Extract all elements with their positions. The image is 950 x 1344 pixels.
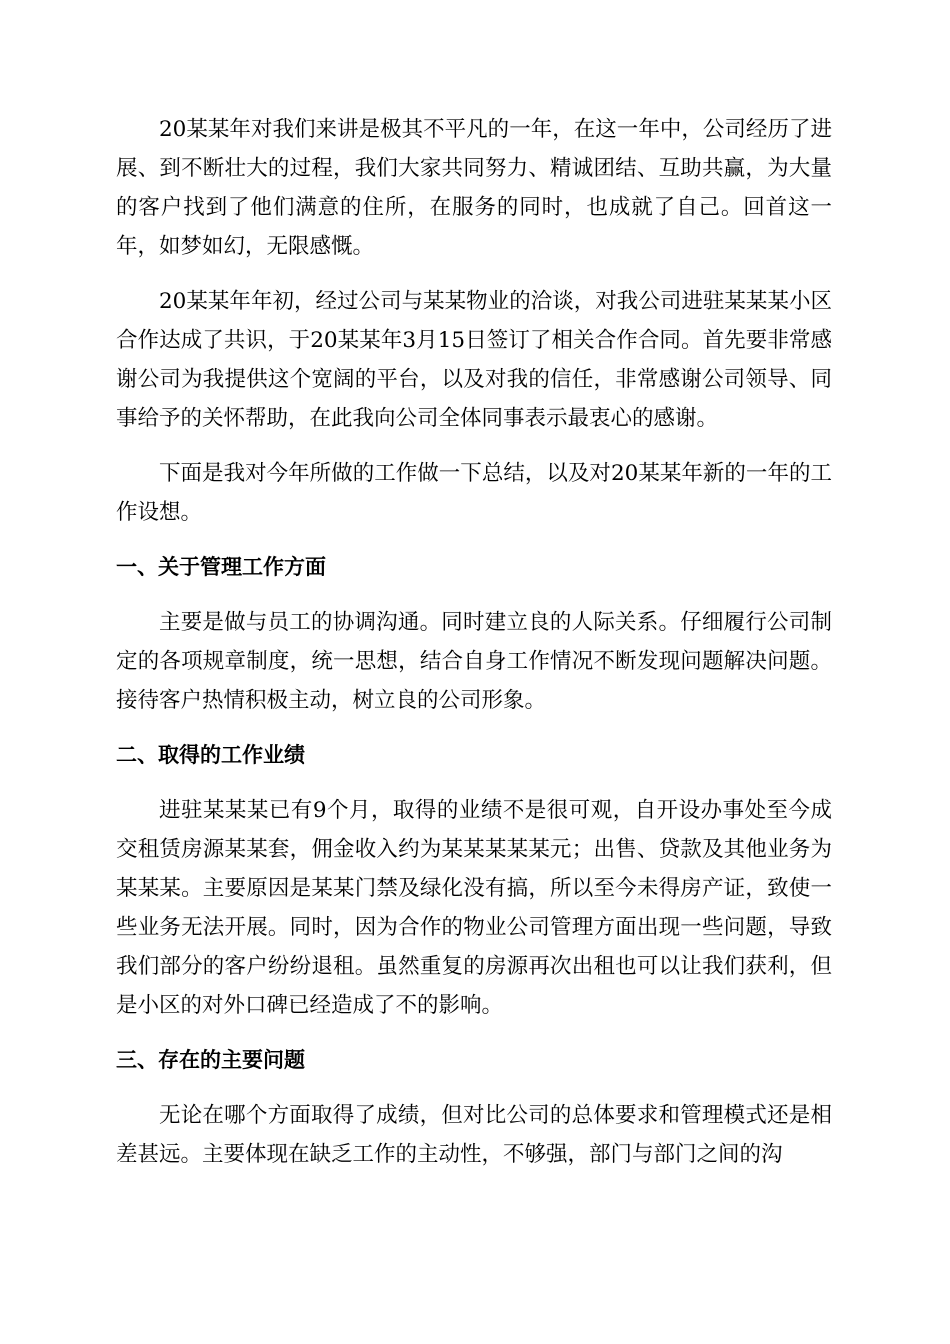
section-heading-management: 一、关于管理工作方面 [116,555,326,579]
intro-paragraph: 20某某年对我们来讲是极其不平凡的一年，在这一年中，公司经历了进展、到不断壮大的过程，我们大家共同努力、精诚团结、互助共赢，为大量的客户找到了他们满意的住所，在服务的同时，也成就了自己。回首这一年，如梦如幻，无限感慨。 [116,117,832,259]
section-body-management: 主要是做与员工的协调沟通。同时建立良的人际关系。仔细履行公司制定的各项规章制度，统一思想，结合自身工作情况不断发现问题解决问题。接待客户热情积极主动，树立良的公司形象。 [116,610,832,713]
background-paragraph: 20某某年年初，经过公司与某某物业的洽谈，对我公司进驻某某某小区合作达成了共识，于20某某年3月15日签订了相关合作合同。首先要非常感谢公司为我提供这个宽阔的平台，以及对我的信任，非常感谢公司领导、同事给予的关怀帮助，在此我向公司全体同事表示最衷心的感谢。 [116,289,832,431]
summary-intro-paragraph: 下面是我对今年所做的工作做一下总结，以及对20某某年新的一年的工作设想。 [116,461,832,525]
section-body-problems: 无论在哪个方面取得了成绩，但对比公司的总体要求和管理模式还是相差甚远。主要体现在缺乏工作的主动性，不够强，部门与部门之间的沟 [116,1103,832,1167]
section-heading-achievements: 二、取得的工作业绩 [116,743,305,767]
section-heading-problems: 三、存在的主要问题 [116,1048,305,1072]
document-page [116,110,832,1190]
section-body-achievements: 进驻某某某已有9个月，取得的业绩不是很可观，自开设办事处至今成交租赁房源某某套，佣金收入约为某某某某某元；出售、贷款及其他业务为某某某。主要原因是某某门禁及绿化没有搞，所以至今未得房产证，致使一些业务无法开展。同时，因为合作的物业公司管理方面出现一些问题，导致我们部分的客户纷纷退租。虽然重复的房源再次出租也可以让我们获利，但是小区的对外口碑已经造成了不的影响。 [116,798,832,1018]
